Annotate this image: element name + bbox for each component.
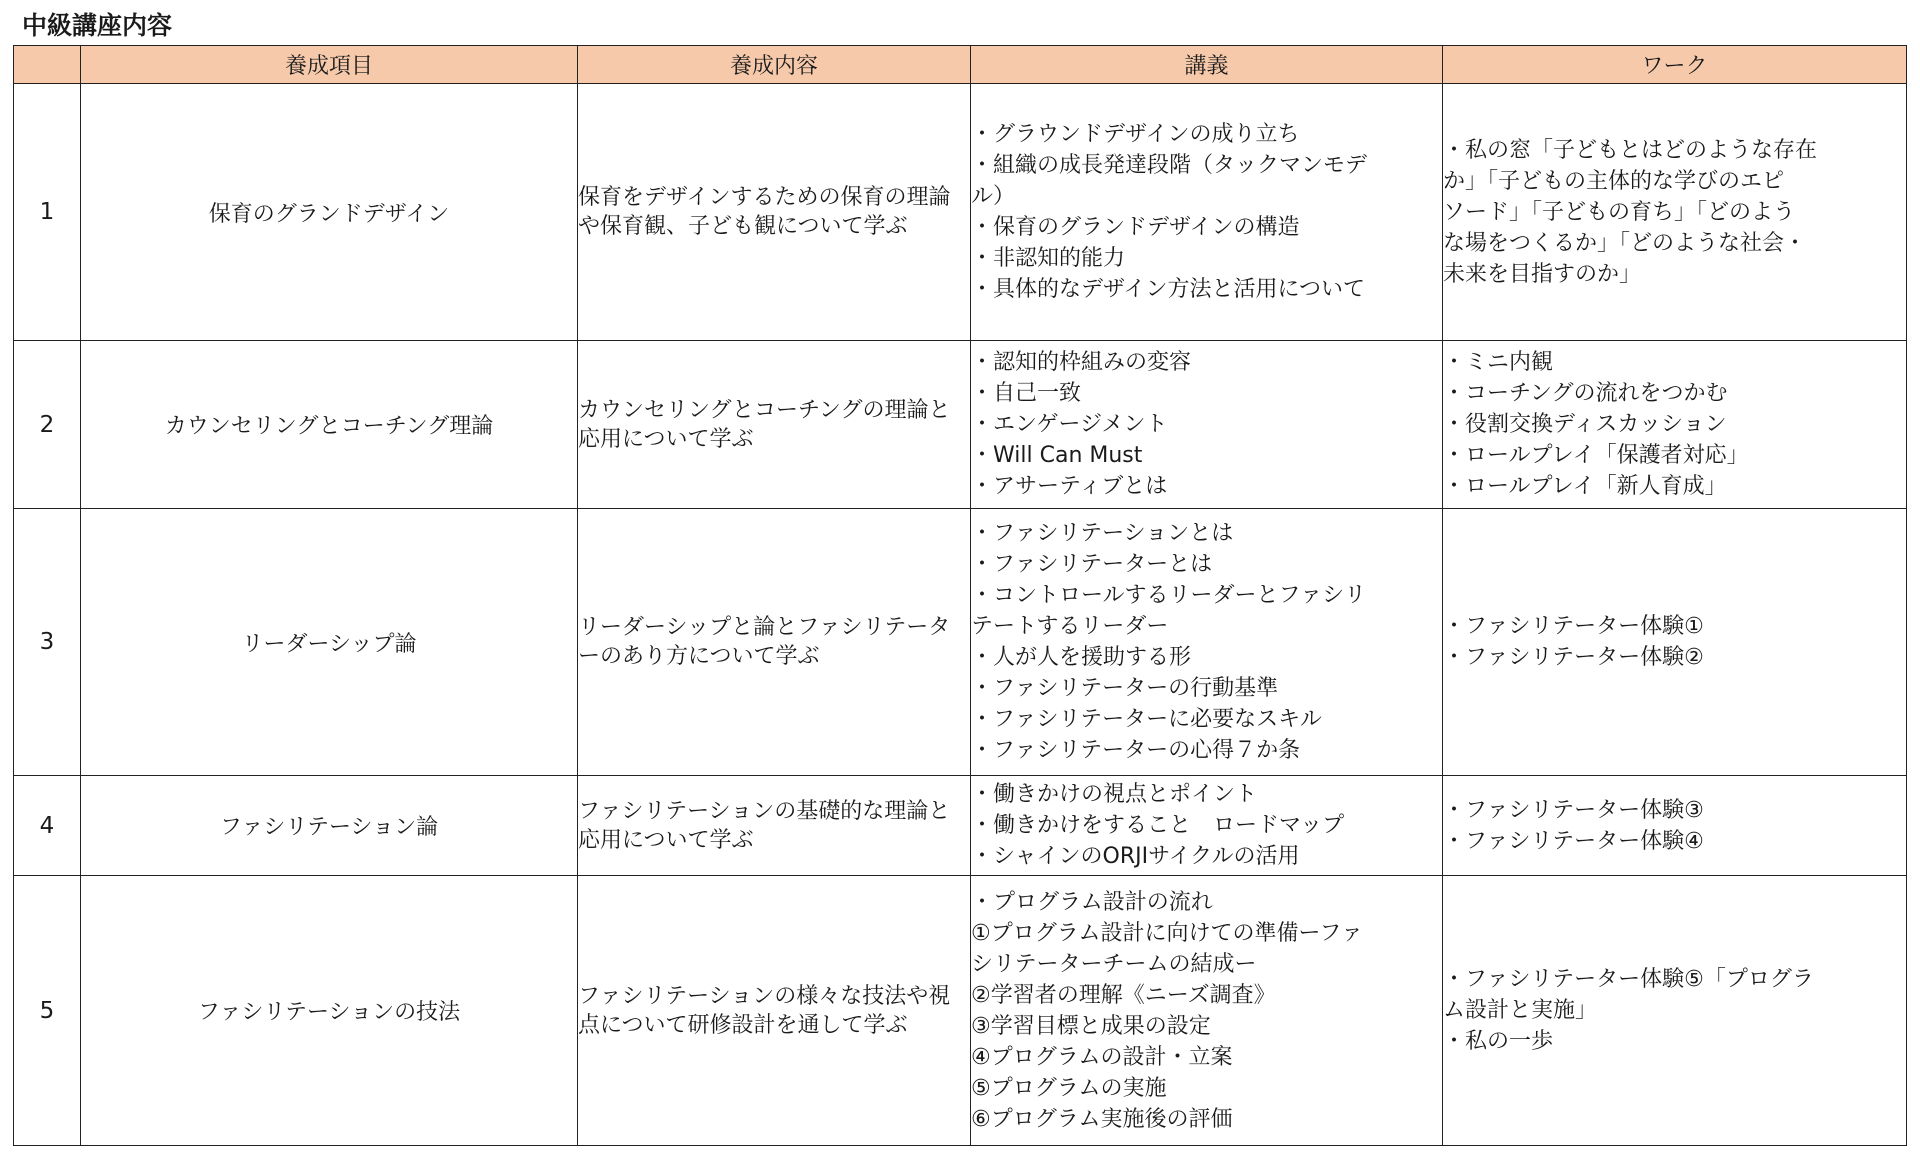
lecture-line: ・具体的なデザイン方法と活用について [971, 277, 1366, 302]
work-line: ・役割交換ディスカッション [1443, 412, 1727, 437]
lecture-line: ⑥プログラム実施後の評価 [971, 1106, 1233, 1132]
lecture-line: ②学習者の理解《ニーズ調査》 [971, 982, 1276, 1008]
work-line: ソード」「子どもの育ち」「どのよう [1443, 199, 1796, 225]
lecture-line: ・Will Can Must [971, 443, 1143, 468]
row-content-text: 保育をデザインするための保育の理論や保育観、子ども観について学ぶ [578, 185, 951, 239]
header-content: 養成内容 [578, 46, 971, 84]
lecture-line: ⑤プログラムの実施 [971, 1075, 1167, 1101]
lecture-line: ③学習目標と成果の設定 [971, 1013, 1211, 1039]
course-table [13, 45, 1907, 1146]
lecture-line: ・人が人を援助する形 [971, 645, 1192, 670]
row-lecture [971, 876, 1443, 1146]
row-number: 3 [14, 509, 81, 776]
row-work [1443, 341, 1907, 509]
row-content-text: リーダーシップと論とファシリテーターのあり方について学ぶ [578, 615, 951, 669]
page-title: 中級講座内容 [22, 11, 173, 40]
row-content-text: ファシリテーションの様々な技法や視点について研修設計を通して学ぶ [578, 983, 951, 1038]
work-line: ・ファシリテーター体験③ [1443, 797, 1704, 823]
lecture-line: ・シャインのORJIサイクルの活用 [971, 844, 1300, 869]
lecture-line: ・グラウンドデザインの成り立ち [971, 122, 1300, 147]
work-line: ・ミニ内観 [1443, 350, 1554, 375]
lecture-line: ・非認知的能力 [971, 246, 1126, 271]
lecture-line: ・ファシリテーションとは [971, 521, 1234, 546]
table-row [14, 776, 1907, 876]
row-number: 4 [14, 776, 81, 876]
lecture-line: ・ファシリテーターの行動基準 [971, 676, 1279, 701]
row-number: 2 [14, 341, 81, 509]
lecture-line: ・働きかけの視点とポイント [971, 782, 1258, 807]
row-content [578, 341, 971, 509]
work-line: ・ファシリテーター体験② [1443, 645, 1704, 670]
table-header [14, 46, 1907, 84]
lecture-line: ・エンゲージメント [971, 412, 1168, 437]
lecture-line: ・組織の成長発達段階（タックマンモデ [971, 153, 1368, 178]
table-row [14, 509, 1907, 776]
row-lecture [971, 509, 1443, 776]
row-work [1443, 776, 1907, 876]
lecture-line: ・プログラム設計の流れ [971, 889, 1213, 915]
lecture-line: ④プログラムの設計・立案 [971, 1044, 1233, 1070]
row-work [1443, 84, 1907, 341]
work-line: ・ロールプレイ「新人育成」 [1443, 474, 1727, 499]
lecture-line: シリテーターチームの結成ー [971, 951, 1257, 977]
header-row [14, 46, 1907, 84]
row-item: リーダーシップ論 [81, 509, 578, 776]
table-row [14, 84, 1907, 341]
header-no [14, 46, 81, 84]
row-item: ファシリテーション論 [81, 776, 578, 876]
row-content [578, 84, 971, 341]
row-number: 5 [14, 876, 81, 1146]
lecture-line: ・ファシリテーターとは [971, 552, 1213, 577]
table-row [14, 341, 1907, 509]
lecture-line: ・アサーティブとは [971, 474, 1168, 499]
work-line: な場をつくるか」「どのような社会・ [1443, 230, 1807, 256]
work-line: ・コーチングの流れをつかむ [1443, 381, 1728, 406]
row-lecture [971, 776, 1443, 876]
lecture-line: ・保育のグランドデザインの構造 [971, 215, 1300, 240]
row-content-text: ファシリテーションの基礎的な理論と応用について学ぶ [578, 798, 951, 853]
row-item: ファシリテーションの技法 [81, 876, 578, 1146]
lecture-line: ・認知的枠組みの変容 [971, 350, 1192, 375]
work-line: ・ロールプレイ「保護者対応」 [1443, 443, 1749, 468]
work-line: ・私の窓「子どもとはどのような存在 [1443, 137, 1818, 163]
lecture-line: テートするリーダー [971, 614, 1169, 639]
work-line: 未来を目指すのか」 [1443, 261, 1642, 287]
header-item: 養成項目 [81, 46, 578, 84]
lecture-line: ・コントロールするリーダーとファシリ [971, 583, 1367, 608]
lecture-line: ・ファシリテーターに必要なスキル [971, 707, 1322, 732]
work-line: ム設計と実施」 [1443, 998, 1598, 1023]
lecture-line: ・自己一致 [971, 381, 1082, 406]
work-line: ・ファシリテーター体験① [1443, 614, 1704, 639]
header-work: ワーク [1443, 46, 1907, 84]
work-line: か」「子どもの主体的な学びのエピ [1443, 168, 1785, 194]
lecture-line: ・働きかけをすること ロードマップ [971, 813, 1345, 838]
lecture-line: ル） [971, 184, 1016, 209]
work-line: ・ファシリテーター体験④ [1443, 828, 1704, 854]
header-lecture: 講義 [971, 46, 1443, 84]
row-item: カウンセリングとコーチング理論 [81, 341, 578, 509]
lecture-line: ・ファシリテーターの心得７か条 [971, 738, 1301, 763]
row-item: 保育のグランドデザイン [81, 84, 578, 341]
row-content [578, 776, 971, 876]
table-row [14, 876, 1907, 1146]
work-line: ・ファシリテーター体験⑤「プログラ [1443, 967, 1814, 992]
row-work [1443, 509, 1907, 776]
row-content-text: カウンセリングとコーチングの理論と応用について学ぶ [578, 397, 951, 452]
row-lecture [971, 341, 1443, 509]
row-content [578, 509, 971, 776]
row-content [578, 876, 971, 1146]
row-work [1443, 876, 1907, 1146]
row-lecture [971, 84, 1443, 341]
work-line: ・私の一歩 [1443, 1029, 1554, 1054]
row-number: 1 [14, 84, 81, 341]
lecture-line: ①プログラム設計に向けての準備ーファ [971, 920, 1363, 946]
table-body [14, 84, 1907, 1146]
